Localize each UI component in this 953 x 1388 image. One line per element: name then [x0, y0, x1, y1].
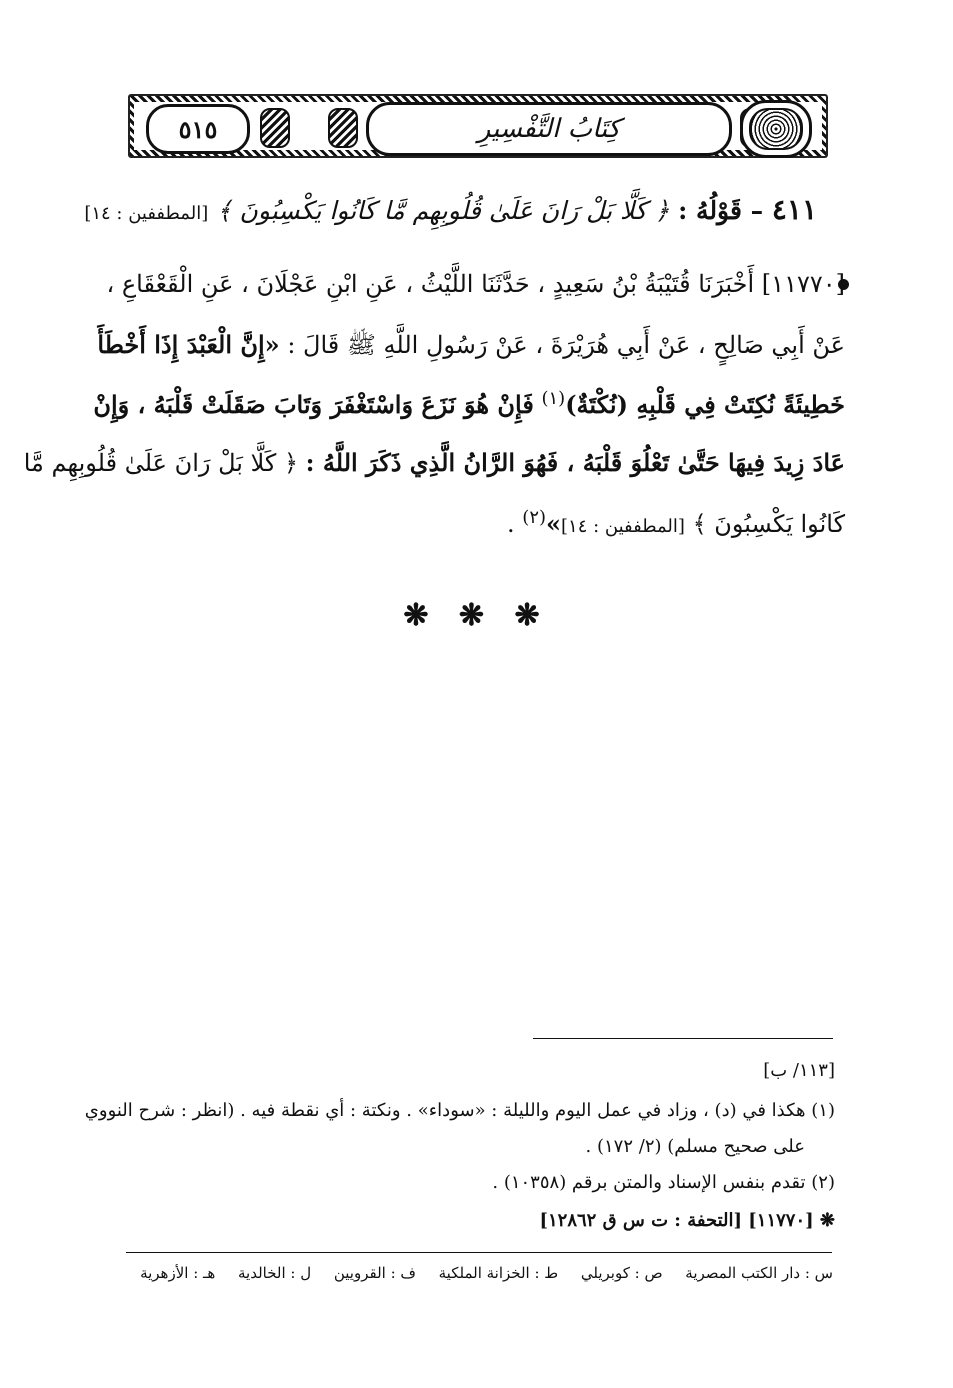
- hadith-line: كَانُوا يَكْسِبُونَ ﴾ [المطففين : ١٤]»$^{(٢)}$ .: [507, 507, 845, 538]
- hadith-line: [١١٧٧٠] أَخْبَرَنَا قُتَيْبَةُ بْنُ سَعِيدٍ ، حَدَّثَنَا اللَّيْثُ ، عَنِ ابْنِ عَجْلَانَ ، عَنِ الْقَعْقَاعِ ،: [106, 270, 845, 298]
- bottom-rule: [126, 1252, 832, 1253]
- page-header: [128, 94, 828, 158]
- running-title-cartouche: [366, 102, 732, 156]
- ornament-knot-icon: [260, 108, 290, 148]
- siglum: هـ : الأزهرية: [140, 1264, 216, 1282]
- footnote-1-cont: على صحيح مسلم) (٢/ ١٧٢) .: [585, 1136, 805, 1157]
- page-number-cartouche: [146, 104, 250, 154]
- section-label: قَوْلُهُ :: [678, 196, 742, 225]
- verse-reference: [المطففين : ١٤]: [561, 516, 685, 537]
- section-separator: ❋ ❋ ❋: [403, 598, 550, 633]
- running-title: كِتَابُ التَّفْسِيرِ: [477, 114, 621, 144]
- verse-reference: [المطففين : ١٤]: [84, 203, 209, 224]
- quran-verse: ﴿ كَلَّا بَلْ رَانَ عَلَىٰ قُلُوبِهِم مَّا كَانُوا يَكْسِبُونَ ﴾: [216, 196, 670, 225]
- section-number: ٤١١: [771, 193, 817, 226]
- logo-seal-icon: [749, 108, 803, 150]
- siglum: ف : القرويين: [333, 1264, 416, 1282]
- hadith-line: خَطِيئَةً نُكِتَتْ فِي قَلْبِهِ (نُكْتَةٌ)$^{(١)}$ فَإِنْ هُوَ نَزَعَ وَاسْتَغْفَرَ وَتَابَ صَقَلَتْ قَلْبَهُ ، وَإِنْ: [93, 388, 845, 419]
- ornament-knot-icon: [328, 108, 358, 148]
- page-number: ٥١٥: [178, 114, 218, 144]
- hadith-line: عَنْ أَبِي صَالِحٍ ، عَنْ أَبِي هُرَيْرَةَ ، عَنْ رَسُولِ اللَّهِ ﷺ قَالَ : «إِنَّ الْعَبْدَ إِذَا أَخْطَأَ: [97, 330, 845, 359]
- folio-marker: [١١٣/ ب]: [763, 1060, 835, 1081]
- siglum: ط : الخزانة الملكية: [438, 1264, 559, 1282]
- tuhfa-reference: ❋ [١١٧٧٠] [التحفة : ت س ق ١٢٨٦٢]: [539, 1210, 835, 1231]
- section-heading: ٤١١ – قَوْلُهُ : ﴿ كَلَّا بَلْ رَانَ عَلَىٰ قُلُوبِهِم مَّا كَانُوا يَكْسِبُونَ ﴾ [المطففين : ١٤]: [84, 193, 817, 226]
- siglum: ل : الخالدية: [238, 1264, 312, 1282]
- footnote-marker: (٢): [522, 507, 547, 528]
- hadith-line: عَادَ زِيدَ فِيهَا حَتَّىٰ تَعْلُوَ قَلْبَهُ ، فَهُوَ الرَّانُ الَّذِي ذَكَرَ اللَّهُ : ﴿ كَلَّا بَلْ رَانَ عَلَىٰ قُلُوبِهِم مَّا: [23, 448, 845, 477]
- siglum: س : دار الكتب المصرية: [685, 1264, 833, 1282]
- siglum: ص : كوبريلي: [580, 1264, 663, 1282]
- footnote-rule: [533, 1038, 833, 1039]
- publisher-logo: [740, 100, 812, 158]
- footnote-1: (١) هكذا في (د) ، وزاد في عمل اليوم والليلة : «سوداء» . ونكتة : أي نقطة فيه . (انظر : شرح النووي: [84, 1100, 835, 1121]
- footnote-marker: (١): [541, 388, 566, 409]
- manuscript-sigla: [140, 1264, 833, 1282]
- footnote-2: (٢) تقدم بنفس الإسناد والمتن برقم (١٠٣٥٨) .: [492, 1172, 835, 1193]
